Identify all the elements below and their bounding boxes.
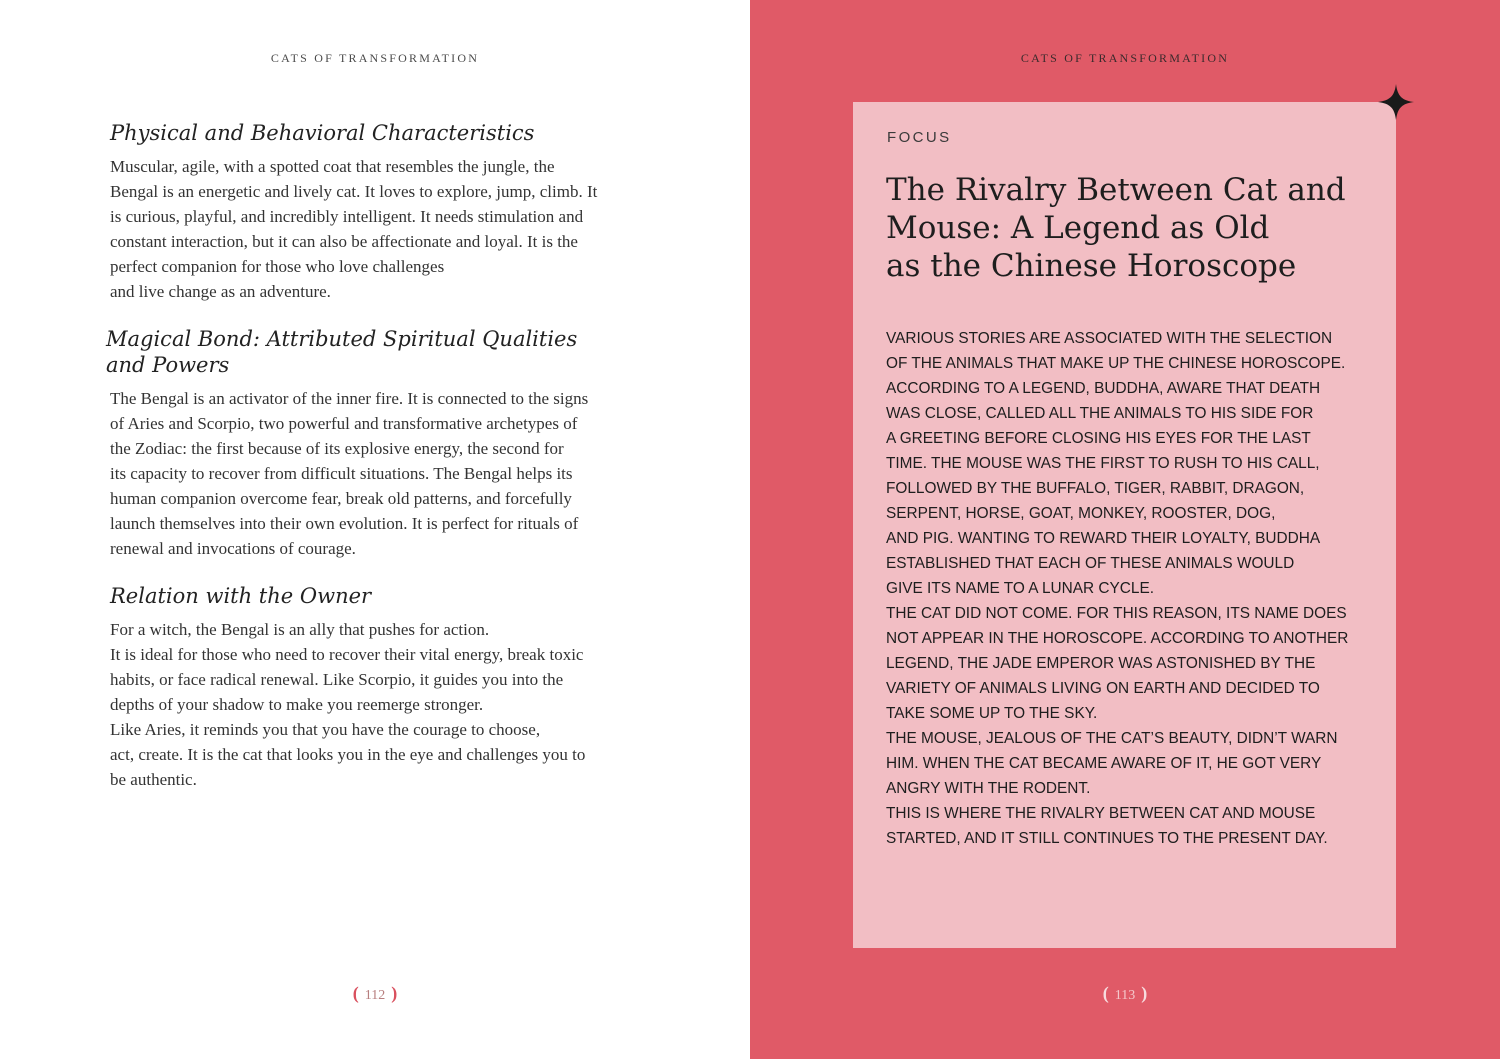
right-page: [750, 0, 1500, 1059]
focus-label: FOCUS: [887, 129, 952, 146]
left-page-body: [106, 120, 640, 814]
focus-title: The Rivalry Between Cat and Mouse: A Legend as Old as the Chinese Horoscope: [886, 172, 1346, 284]
crescent-moon-left-icon: (: [1102, 983, 1109, 1003]
page-number-right: [750, 983, 1500, 1004]
focus-body-text: VARIOUS STORIES ARE ASSOCIATED WITH THE SELECTION OF THE ANIMALS THAT MAKE UP THE CHINESE HOROSCOPE. ACCORDING TO A LEGEND, BUDDHA, AWARE THAT DEATH WAS CLOSE, CALLED ALL THE ANIMALS TO HIS SIDE FOR A GREETING BEFORE CLOSING HIS EYES FOR THE LAST TIME. THE MOUSE WAS THE FIRST TO RUSH TO HIS CALL, FOLLOWED BY THE BUFFALO, TIGER, RABBIT, DRAGON, SERPENT, HORSE, GOAT, MONKEY, ROOSTER, DOG, AND PIG. WANTING TO REWARD THEIR LOYALTY, BUDDHA ESTABLISHED THAT EACH OF THESE ANIMALS WOULD GIVE ITS NAME TO A LUNAR CYCLE. THE CAT DID NOT COME. FOR THIS REASON, ITS NAME DOES NOT APPEAR IN THE HOROSCOPE. ACCORDING TO ANOTHER LEGEND, THE JADE EMPEROR WAS ASTONISHED BY THE VARIETY OF ANIMALS LIVING ON EARTH AND DECIDED TO TAKE SOME UP TO THE SKY. THE MOUSE, JEALOUS OF THE CAT’S BEAUTY, DIDN’T WARN HIM. WHEN THE CAT BECAME AWARE OF IT, HE GOT VERY ANGRY WITH THE RODENT. THIS IS WHERE THE RIVALRY BETWEEN CAT AND MOUSE STARTED, AND IT STILL CONTINUES TO THE PRESENT DAY.: [886, 330, 1349, 847]
section-text-magical-bond: The Bengal is an activator of the inner fire. It is connected to the signs of Aries and Scorpio, two powerful and transformative archetypes of the Zodiac: the first because of its explosive energy, the second for its capacity to recover from difficult situations. The Bengal helps its human companion overcome fear, break old patterns, and forcefully launch themselves into their own evolution. It is perfect for rituals of renewal and invocations of courage.: [110, 389, 589, 558]
crescent-moon-left-icon: (: [352, 983, 359, 1003]
crescent-moon-right-icon: ): [391, 983, 398, 1003]
section-heading-magical-bond: Magical Bond: Attributed Spiritual Qualities and Powers: [106, 327, 578, 377]
crescent-moon-right-icon: ): [1141, 983, 1148, 1003]
page-number-left: [0, 983, 750, 1004]
section-heading-characteristics: Physical and Behavioral Characteristics: [110, 121, 535, 145]
section-text-relation-owner: For a witch, the Bengal is an ally that pushes for action. It is ideal for those who need to recover their vital energy, break toxic habits, or face radical renewal. Like Scorpio, it guides you into the depths of your shadow to make you reemerge stronger. Like Aries, it reminds you that you have the courage to choose, act, create. It is the cat that looks you in the eye and challenges you to be authentic.: [110, 620, 586, 789]
section-text-characteristics: Muscular, agile, with a spotted coat that resembles the jungle, the Bengal is an energetic and lively cat. It loves to explore, jump, climb. It is curious, playful, and incredibly intelligent. It needs stimulation and constant interaction, but it can also be affectionate and loyal. It is the perfect companion for those who love challenges and live change as an adventure.: [110, 157, 598, 301]
running-head: CATS OF TRANSFORMATION: [1020, 51, 1230, 65]
four-point-star-icon: [1378, 84, 1414, 120]
section-heading-relation-owner: Relation with the Owner: [110, 584, 372, 608]
running-head: CATS OF TRANSFORMATION: [270, 51, 480, 65]
page-number-text: 113: [1114, 988, 1136, 1003]
page-number-text: 112: [364, 988, 386, 1003]
